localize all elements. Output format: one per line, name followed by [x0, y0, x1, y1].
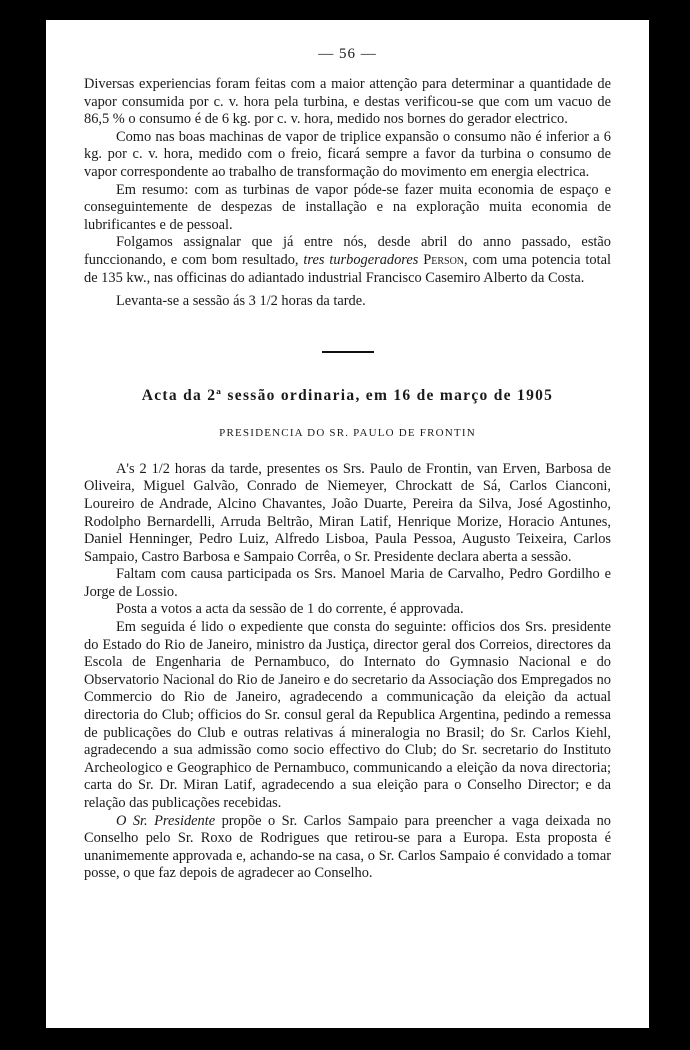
- section-divider: [322, 351, 374, 353]
- session-closing: Levanta-se a sessão ás 3 1/2 horas da tarde.: [116, 293, 366, 310]
- paragraph-turbogenerators: [84, 234, 611, 287]
- president-italic: O Sr. Presidente: [116, 812, 216, 829]
- turbogenerators-italic: tres turbogeradores: [303, 251, 419, 268]
- presidency-line: PRESIDENCIA DO SR. PAULO DE FRONTIN: [219, 426, 476, 439]
- paragraph-experiments: Diversas experiencias foram feitas com a maior attenção para determinar a quantidade de vapor consumida por c. v. hora pela turbina, e destas verificou-se que com um vacuo de 86,5 % o consumo é de 6 kg. por c. v. hora, medido nos bornes do gerador electrico.: [84, 76, 611, 128]
- paragraph-correspondence: Em seguida é lido o expediente que consta do seguinte: officios dos Srs. presidente do Estado do Rio de Janeiro, ministro da Justiça, director geral dos Correios, directores da Escola de Engenharia de Pernambuco, do Internato do Gymnasio Nacional e do Observatorio Nacional do Rio de Janeiro e do secretario da Associação dos Empregados no Commercio do Rio de Janeiro, agradecendo a communicação da eleição da actual directoria do Club; officios do Sr. consul geral da Republica Argentina, pedindo a remessa de publicações do Club e outras relativas á mineralogia no Brasil; do Sr. Carlos Kiehl, agradecendo a sua admissão como socio effectivo do Club; do Sr. secretario do Instituto Archeologico e Geographico de Pernambuco, communicando a eleição da nova directoria; carta do Sr. Dr. Miran Latif, agradecendo a sua eleição para o Conselho Director; e da relação das publicações recebidas.: [84, 619, 611, 811]
- page-number: — 56 —: [318, 46, 377, 62]
- document-page: [46, 20, 649, 1028]
- turbogenerators-text-end: , com uma potencia total de 135 kw., nas officinas do adiantado industrial Francisco Casemiro Alberto da Costa.: [84, 251, 612, 286]
- person-smallcaps: Person: [423, 251, 465, 268]
- paragraph-attendance: A's 2 1/2 horas da tarde, presentes os Srs. Paulo de Frontin, van Erven, Barbosa de Oliveira, Miguel Galvão, Conrado de Niemeyer, Chrockatt de Sá, Carlos Cianconi, Loureiro de Andrade, Alcino Chavantes, João Duarte, Pereira da Silva, José Agostinho, Rodolpho Bernardelli, Arruda Beltrão, Miran Latif, Henrique Morize, Horacio Antunes, Daniel Henninger, Pedro Luiz, Alfredo Lisboa, Paula Pessoa, Augusto Teixeira, Carlos Sampaio, Castro Barbosa e Sampaio Corrêa, o Sr. Presidente declara aberta a sessão.: [84, 460, 611, 565]
- paragraph-proposal: [84, 813, 611, 883]
- paragraph-minutes-approved: Posta a votos a acta da sessão de 1 do corrente, é approvada.: [116, 601, 464, 618]
- turbogenerators-text-start: Folgamos assignalar que já entre nós, desde abril do anno passado, estão funccionando, e com bom resultado,: [84, 234, 611, 268]
- proposal-text: propõe o Sr. Carlos Sampaio para preencher a vaga deixada no Conselho pelo Sr. Roxo de Rodrigues que retirou-se para a Europa. Esta proposta é unanimemente approvada e, achando-se na casa, o Sr. Carlos Sampaio é convidado a tomar posse, o que faz depois de agradecer ao Conselho.: [84, 812, 611, 882]
- section-heading: Acta da 2ª sessão ordinaria, em 16 de março de 1905: [141, 386, 554, 404]
- paragraph-absences: Faltam com causa participada os Srs. Manoel Maria de Carvalho, Pedro Gordilho e Jorge de Lossio.: [84, 566, 611, 600]
- paragraph-triple-expansion: Como nas boas machinas de vapor de triplice expansão o consumo não é inferior a 6 kg. por c. v. hora, medido com o freio, ficará sempre a favor da turbina o consumo de vapor correspondente ao trabalho de transformação do movimento em energia electrica.: [84, 128, 611, 180]
- paragraph-summary: Em resumo: com as turbinas de vapor póde-se fazer muita economia de espaço e conseguintemente de despezas de installação e na exploração muita economia de lubrificantes e de pessoal.: [84, 181, 611, 233]
